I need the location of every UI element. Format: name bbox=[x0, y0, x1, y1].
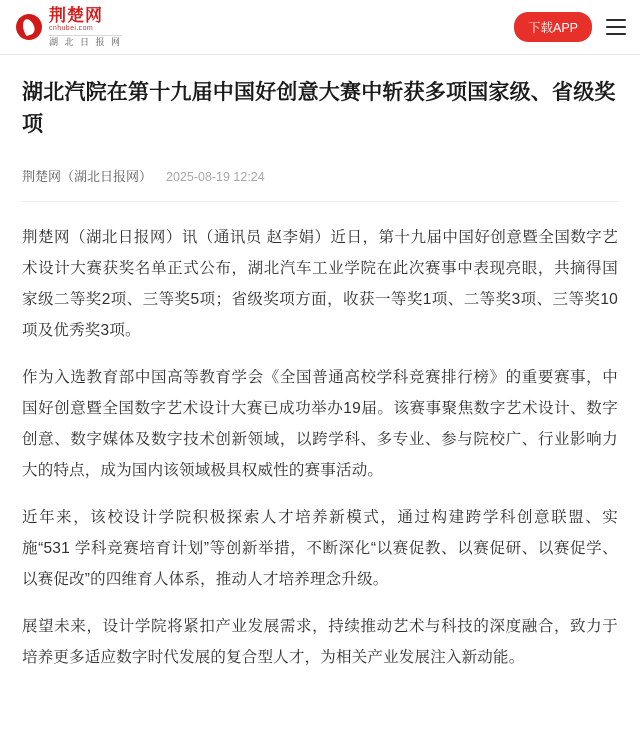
logo-mark-icon bbox=[16, 14, 42, 40]
logo-title: 荆楚网 bbox=[49, 5, 103, 25]
meta-divider bbox=[22, 201, 618, 202]
article-paragraph: 展望未来，设计学院将紧扣产业发展需求，持续推动艺术与科技的深度融合，致力于培养更多适应数字时代发展的复合型人才，为相关产业发展注入新动能。 bbox=[22, 618, 618, 666]
article-paragraph: 荆楚网（湖北日报网）讯（通讯员 赵李娟）近日，第十九届中国好创意暨全国数字艺术设计大赛获奖名单正式公布，湖北汽车工业学院在此次赛事中表现亮眼，共摘得国家级二等奖2项、三等奖5项；省级奖项方面，收获一等奖1项、二等奖3项、三等奖10项及优秀奖3项。 bbox=[22, 229, 618, 339]
article-body bbox=[22, 222, 618, 673]
article-timestamp: 2025-08-19 12:24 bbox=[166, 170, 265, 184]
header-actions bbox=[514, 12, 626, 42]
logo-domain: cnhubei.com bbox=[49, 24, 94, 32]
article-source: 荆楚网（湖北日报网） bbox=[22, 169, 153, 184]
logo-subtitle: 湖 北 日 报 网 bbox=[49, 36, 123, 47]
site-header bbox=[0, 0, 640, 54]
article-paragraph: 作为入选教育部中国高等教育学会《全国普通高校学科竞赛排行榜》的重要赛事，中国好创意暨全国数字艺术设计大赛已成功举办19届。该赛事聚焦数字艺术设计、数字创意、数字媒体及数字技术创新领域，以跨学科、多专业、参与院校广、行业影响力大的特点，成为国内该领域极具权威性的赛事活动。 bbox=[22, 369, 618, 479]
hamburger-menu-icon[interactable] bbox=[606, 19, 626, 35]
article-meta bbox=[22, 166, 618, 185]
page-title: 湖北汽院在第十九届中国好创意大赛中斩获多项国家级、省级奖项 bbox=[22, 81, 616, 136]
download-app-button[interactable]: 下载APP bbox=[514, 12, 592, 42]
logo-text bbox=[49, 7, 122, 48]
article-paragraph: 近年来，该校设计学院积极探索人才培养新模式，通过构建跨学科创意联盟、实施“531 学科竞赛培育计划”等创新举措，不断深化“以赛促教、以赛促研、以赛促学、以赛促改”的四维育人体系，推动人才培养理念升级。 bbox=[22, 509, 618, 588]
article-container bbox=[0, 55, 640, 673]
site-logo[interactable] bbox=[16, 7, 122, 48]
